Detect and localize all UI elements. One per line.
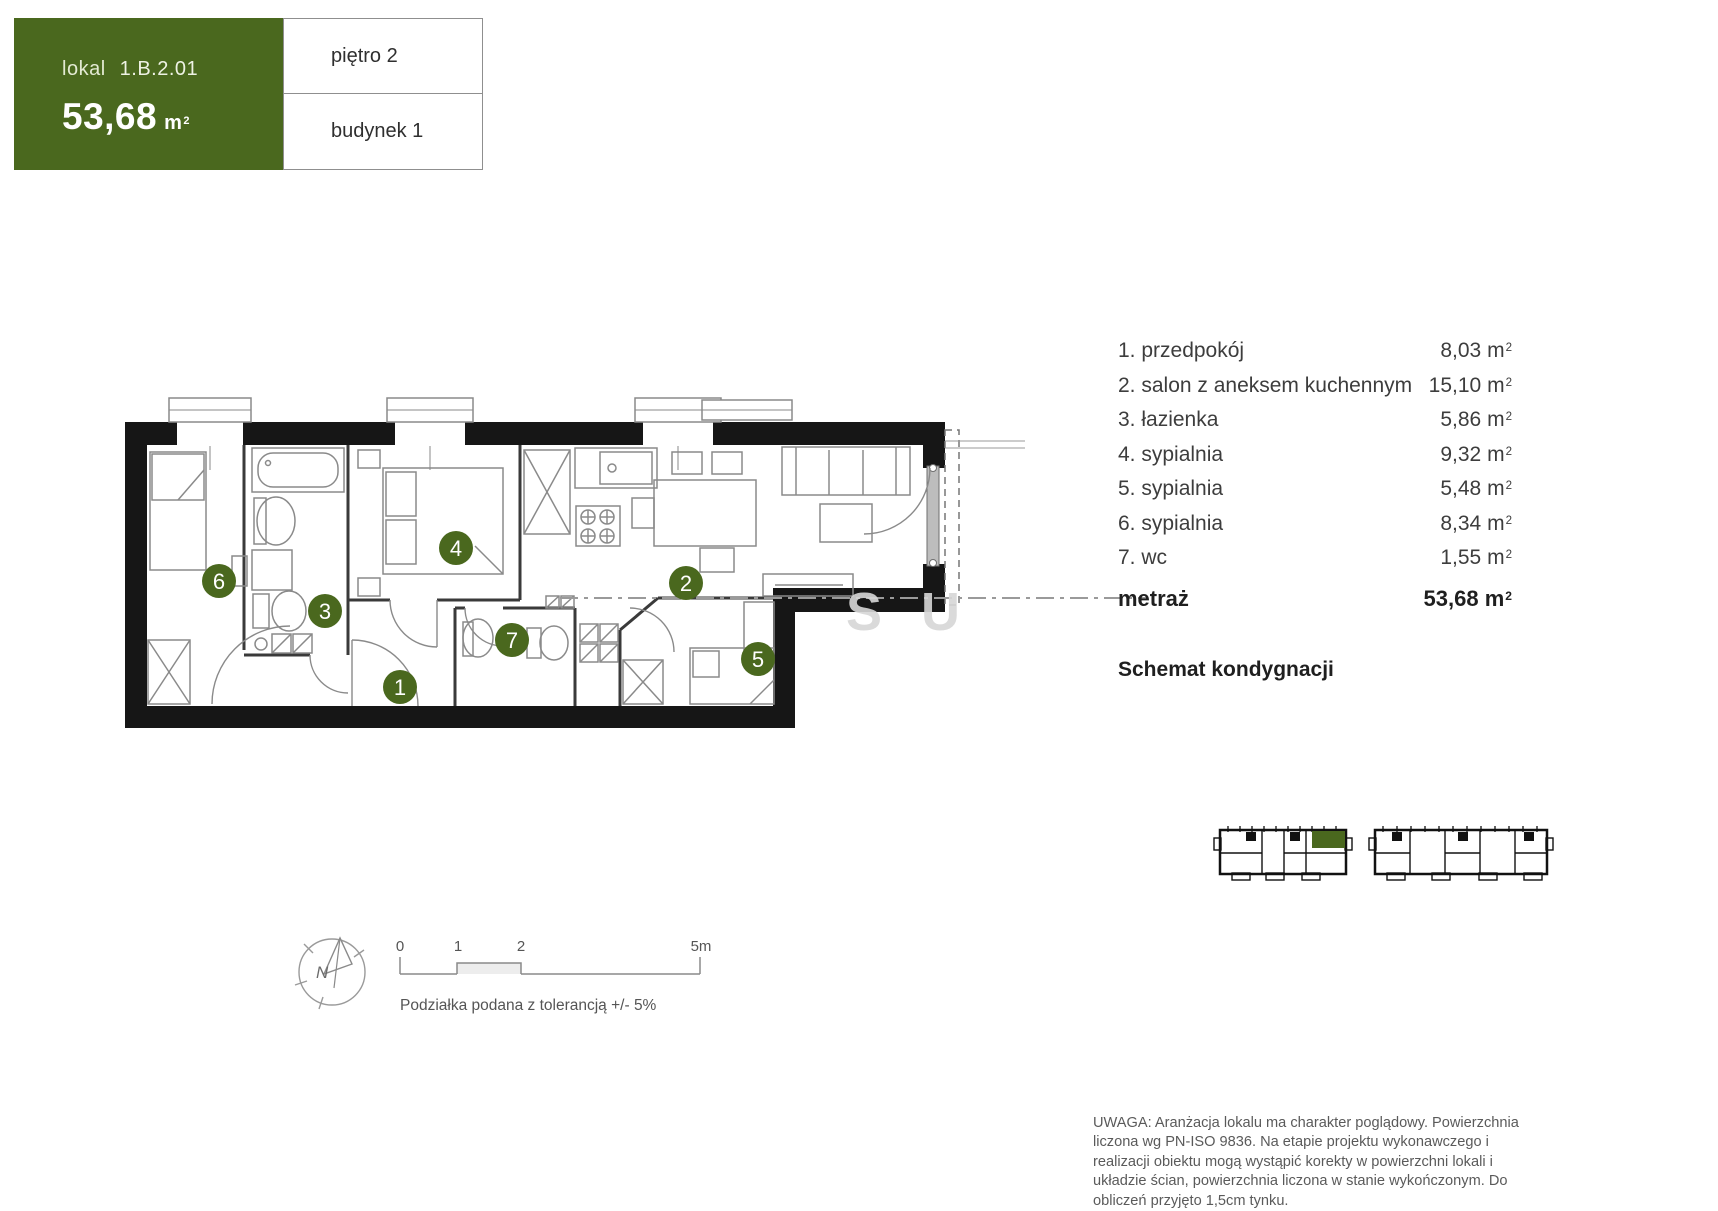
room-marker-5 (741, 642, 775, 676)
building-schematic-1 (1214, 826, 1352, 880)
svg-text:1: 1 (453, 938, 463, 955)
building-schematics (1205, 818, 1560, 888)
highlighted-unit (1312, 831, 1345, 848)
scale-bar (396, 938, 712, 1014)
svg-text:U: U (921, 582, 960, 642)
room-row-4 (1118, 438, 1512, 473)
floor-plan (105, 385, 1168, 735)
room-label: 5. sypialnia (1118, 477, 1224, 501)
north-compass-icon (295, 938, 365, 1009)
svg-text:3: 3 (318, 599, 332, 624)
room-area: 5,86 $m^2$ (1440, 408, 1512, 432)
room-row-7 (1118, 541, 1512, 576)
unit-id-line (62, 58, 198, 81)
svg-text:0: 0 (395, 938, 405, 955)
room-area: 15,10 $m^2$ (1428, 373, 1512, 397)
svg-text:S: S (846, 582, 883, 642)
room-marker-3 (308, 594, 342, 628)
disclaimer-text: UWAGA: Aranżacja lokalu ma charakter poglądowy. Powierzchnia liczona wg PN-ISO 9836. Na etapie projektu wykonawczego i realizacji obiektu mogą wystąpić korekty w powierzchni lokali i układzie ścian, powierzchnia liczona w stanie wykończonym. Do obliczeń przyjęto 1,5cm tynku. (1093, 1115, 1519, 1209)
room-area: 8,03 $m^2$ (1440, 339, 1512, 363)
lokal-label: lokal (62, 58, 106, 80)
room-marker-7 (495, 623, 529, 657)
svg-text:1: 1 (393, 675, 407, 700)
unit-area-m: m (164, 112, 183, 134)
room-label: 7. wc (1118, 546, 1168, 570)
room-marker-1 (383, 670, 417, 704)
floor-box (283, 18, 483, 94)
unit-area-sup: 2 (183, 114, 191, 127)
svg-text:N: N (316, 963, 329, 982)
svg-text:6: 6 (212, 569, 226, 594)
room-label: 6. sypialnia (1118, 511, 1224, 535)
room-marker-6 (202, 564, 236, 598)
room-label: 2. salon z aneksem kuchennym (1118, 373, 1413, 397)
total-area: 53,68 $m^2$ (1423, 586, 1512, 611)
room-list (1118, 334, 1512, 576)
svg-text:5: 5 (751, 647, 765, 672)
unit-area-value: 53,68 (62, 96, 158, 137)
total-area-row (1118, 586, 1512, 612)
scale-caption: Podziałka podana z tolerancją +/- 5% (400, 997, 657, 1014)
outer-walls (125, 422, 945, 728)
room-label: 1. przedpokój (1118, 339, 1245, 363)
building-schematic-2 (1369, 826, 1553, 880)
room-area: 1,55 $m^2$ (1440, 546, 1512, 570)
unit-area (62, 96, 190, 138)
building-label: budynek 1 (331, 120, 424, 142)
furniture (148, 447, 910, 704)
room-marker-2 (669, 566, 703, 600)
room-area: 8,34 $m^2$ (1440, 511, 1512, 535)
svg-text:5m: 5m (690, 938, 712, 955)
building-box (283, 93, 483, 170)
total-label: metraż (1118, 586, 1189, 611)
lokal-value: 1.B.2.01 (119, 58, 199, 80)
room-label: 4. sypialnia (1118, 442, 1224, 466)
svg-text:2: 2 (516, 938, 526, 955)
room-row-5 (1118, 472, 1512, 507)
floor-label: piętro 2 (331, 44, 398, 67)
room-area: 5,48 $m^2$ (1440, 477, 1512, 501)
compass-and-scale (240, 933, 720, 1018)
svg-text:7: 7 (505, 628, 519, 653)
room-label: 3. łazienka (1118, 408, 1219, 432)
room-area: 9,32 $m^2$ (1440, 442, 1512, 466)
schematic-title: Schemat kondygnacji (1118, 658, 1334, 681)
svg-text:4: 4 (449, 536, 463, 561)
room-markers (202, 531, 775, 704)
room-row-2 (1118, 369, 1512, 404)
unit-summary-card (14, 18, 283, 170)
svg-text:2: 2 (679, 571, 693, 596)
room-row-1 (1118, 334, 1512, 369)
room-marker-4 (439, 531, 473, 565)
room-row-3 (1118, 403, 1512, 438)
room-row-6 (1118, 507, 1512, 542)
